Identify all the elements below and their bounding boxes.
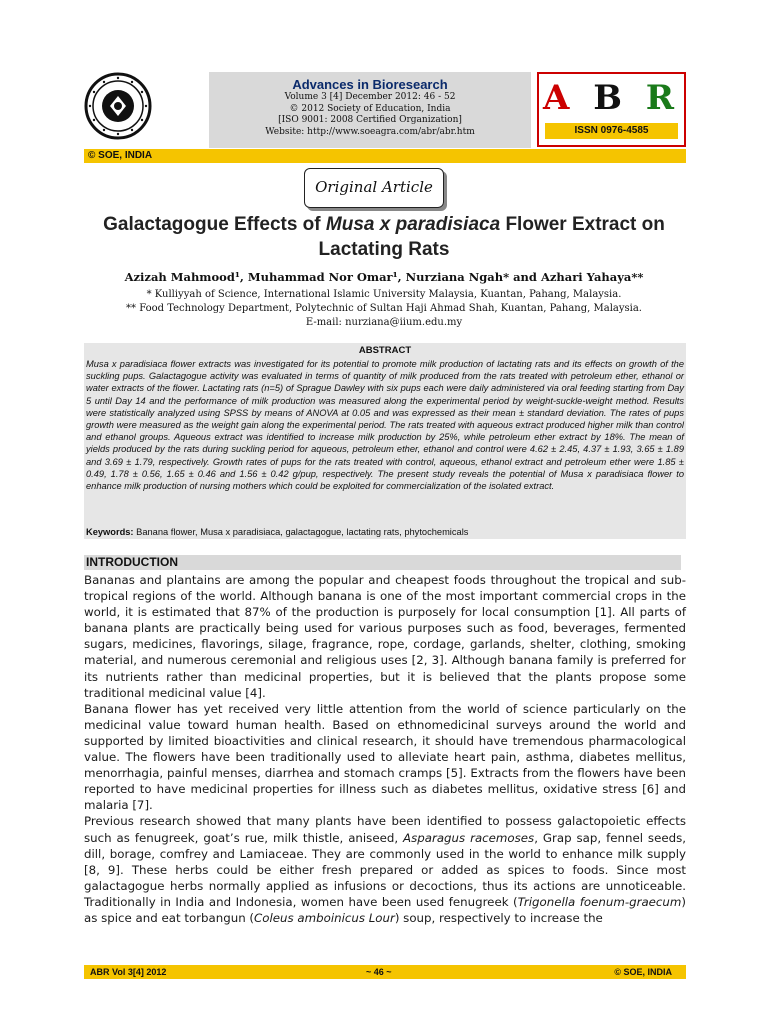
logo-letter-r: R xyxy=(645,78,681,118)
keywords xyxy=(86,526,684,538)
society-seal xyxy=(84,72,152,140)
footer-right: © SOE, INDIA xyxy=(614,967,672,977)
website-line[interactable]: Website: http://www.soeagra.com/abr/abr.htm xyxy=(265,126,475,137)
title-species: Musa x paradisiaca xyxy=(325,214,501,235)
p3-text-b: , Grap sap, fennel seeds, dill, borage, comfrey and Lamiaceae. They are commonly used in the world to enhance milk supply [8, 9]. These herbs could be either fresh prepared or added as spices to foods. Since most galactagogue herbs normally applied as infusions or decoctions, thus its actions are unnoticeable. Traditionally in India and Indonesia, women have been used fenugreek ( xyxy=(84,830,686,909)
intro-paragraph-1: Bananas and plantains are among the popular and cheapest foods throughout the tropical and sub-tropical regions of the world. Although banana is one of the most important commercial crops in the world, it is estimated that 87% of the production is purposely for local consumption [1]. All parts of banana plants are practically being used for various purposes such as food, beverages, fermented sugars, medicines, flavorings, silage, fragrance, rope, cordage, garlands, shelter, clothing, smoking material, and numerous ceremonial and religious uses [2, 3]. Although banana family is preferred for its nutrients rather than medicinal properties, but it is believed that the plants propose some traditional medicinal value [4]. xyxy=(84,573,686,700)
affiliation-1: * Kulliyyah of Science, International Islamic University Malaysia, Kuantan, Pahang, Malaysia. xyxy=(146,289,622,300)
introduction-heading: INTRODUCTION xyxy=(84,555,681,570)
footer-bar xyxy=(84,965,686,979)
article-type-label: Original Article xyxy=(304,168,444,208)
abstract-text: Musa x paradisiaca flower extracts was investigated for its potential to promote milk production of lactating rats and its effects on growth of the suckling pups. Galactagogue activity was evaluated in terms of quantity of milk produced from the rats treated with petroleum ether, ethanol or water extracts of the flower. Lactating rats (n=5) of Sprague Dawley with six pups each were daily administered via oral feeding starting from Day 5 until Day 14 and the performance of milk production was measured along the experimental period by weight-suckle-weight method. Results were statistically analyzed using SPSS by means of ANOVA at 0.05 and was expressed as their mean ± standard deviation. The rates of pups growth were measured as the weight gain along the experimental period. The rats treated with aqueous extract produced higher milk than control and ethanol groups. Aqueous extract was identified to increase milk production by 25%, while petroleum ether extract by 18%. The mean of yields produced by the rats during suckling period for aqueous, petroleum ether, ethanol and control were 4.62 ± 2.45, 4.37 ± 1.93, 3.65 ± 1.89 and 3.69 ± 1.79, respectively. Growth rates of pups for the rats treated with control, aqueous, ethanol extract and petroleum ether were 1.85 ± 0.49, 1.78 ± 0.56, 1.65 ± 0.46 and 1.56 ± 0.42 g/pup, respectively. The present study reveals the potential of Musa x paradisiaca flower to enhance milk production of nursing mothers which could be exploited for commercialization of the isolated extract. xyxy=(86,359,684,492)
iso-line: [ISO 9001: 2008 Certified Organization] xyxy=(278,115,462,125)
logo-letter-b: B xyxy=(593,78,628,118)
p3-italic-2: Trigonella foenum-graecum xyxy=(517,894,682,909)
article-title xyxy=(60,212,708,262)
org-bar: © SOE, INDIA xyxy=(84,149,686,163)
p3-text-d: ) soup, respectively to increase the xyxy=(394,910,603,925)
intro-paragraph-3 xyxy=(84,813,686,926)
intro-paragraph-2: Banana flower has yet received very little attention from the world of science particularly on the medicinal value toward human health. Based on ethnomedicinal surveys around the world and supported by limited bioactivities and clinical research, it should have tremendous pharmacological value. The flowers have been traditionally used to alleviate heart pain, asthma, diabetes mellitus, menorrhagia, painful menses, diarrhea and stomach cramps [5]. Extracts from the flowers have been reported to have medicinal properties for illness such as diabetes mellitus, oxidative stress [6] and malaria [7]. xyxy=(84,701,686,813)
keywords-label: Keywords: xyxy=(86,527,134,537)
abstract-heading: ABSTRACT xyxy=(358,345,412,356)
page-number: ~ 46 ~ xyxy=(366,967,392,977)
journal-header xyxy=(209,72,531,148)
footer-left: ABR Vol 3[4] 2012 xyxy=(90,967,167,977)
email[interactable]: E-mail: nurziana@iium.edu.my xyxy=(305,317,463,328)
logo-letter-a: A xyxy=(542,78,576,118)
journal-title: Advances in Bioresearch xyxy=(292,77,448,92)
p3-text-c: ) as spice and eat torbangun ( xyxy=(84,894,686,925)
issn-label: ISSN 0976-4585 xyxy=(545,123,678,139)
authors: Azizah Mahmood¹, Muhammad Nor Omar¹, Nurziana Ngah* and Azhari Yahaya** xyxy=(124,270,644,284)
introduction-body xyxy=(84,572,686,926)
p3-italic-3: Coleus amboinicus Lour xyxy=(254,910,395,925)
p3-text-a: Previous research showed that many plants have been identified to possess galactopoietic effects such as fenugreek, goat’s rue, milk thistle, aniseed, xyxy=(84,814,686,845)
title-part2: Flower Extract on Lactating Rats xyxy=(318,214,665,260)
keywords-list: Banana flower, Musa x paradisiaca, galactagogue, lactating rats, phytochemicals xyxy=(133,527,469,537)
title-part1: Galactagogue Effects of xyxy=(103,214,326,235)
abr-logo xyxy=(537,72,686,147)
affiliation-2: ** Food Technology Department, Polytechnic of Sultan Haji Ahmad Shah, Kuantan, Pahang, Malaysia. xyxy=(126,303,642,314)
copyright-line: © 2012 Society of Education, India xyxy=(289,103,451,114)
volume-line: Volume 3 [4] December 2012: 46 - 52 xyxy=(284,92,456,102)
p3-italic-1: Asparagus racemoses xyxy=(403,830,535,845)
